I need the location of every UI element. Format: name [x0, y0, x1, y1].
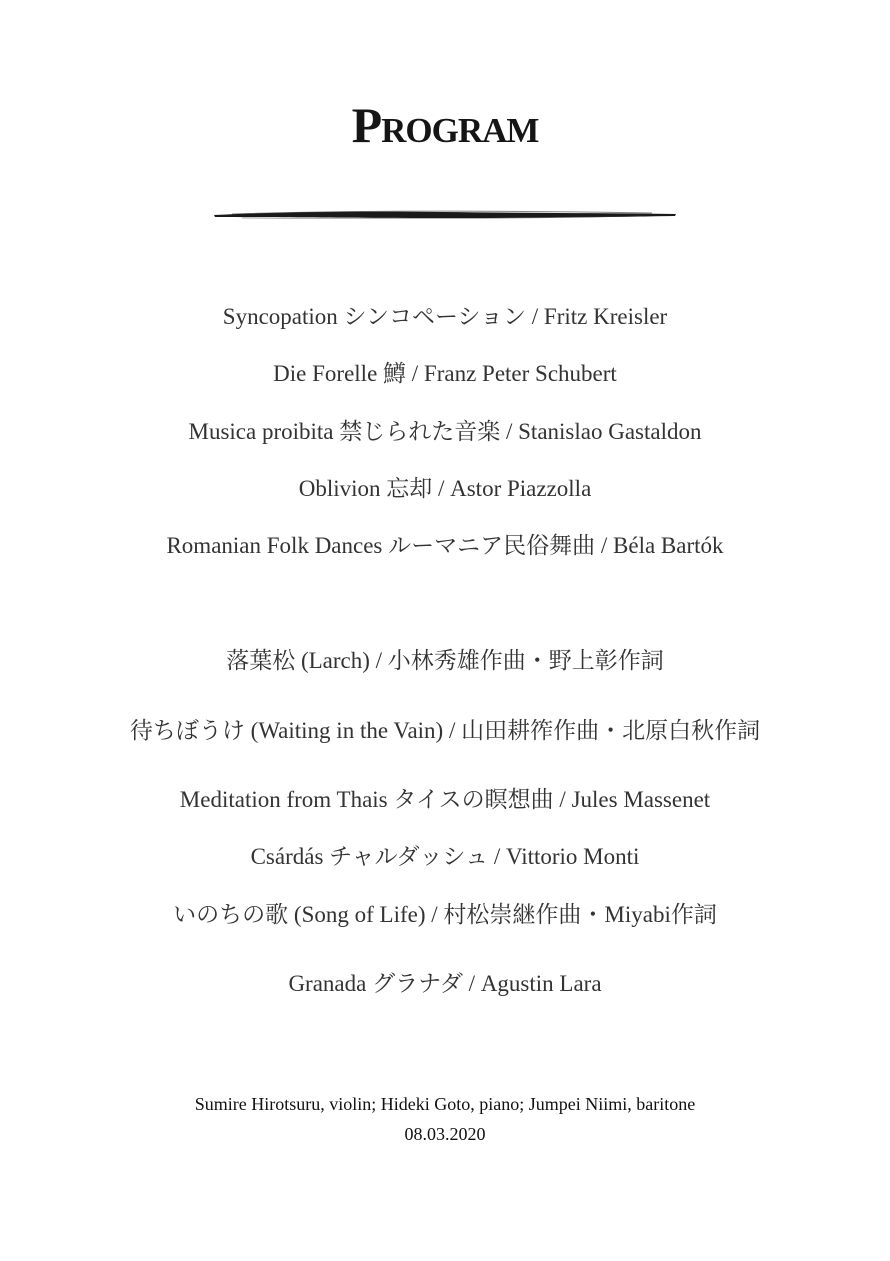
page-title: Program: [351, 97, 539, 153]
brush-stroke-divider: [212, 208, 678, 222]
performers-credit: Sumire Hirotsuru, violin; Hideki Goto, piano; Jumpei Niimi, baritone: [194, 1094, 696, 1114]
program-item: 落葉松 (Larch) / 小林秀雄作曲・野上彰作詞: [226, 648, 664, 673]
program-item: 待ちぼうけ (Waiting in the Vain) / 山田耕筰作曲・北原白秋作詞: [129, 718, 761, 743]
program-item: Oblivion 忘却 / Astor Piazzolla: [298, 476, 592, 501]
program-item: Musica proibita 禁じられた音楽 / Stanislao Gastaldon: [188, 419, 702, 444]
program-item: Csárdás チャルダッシュ / Vittorio Monti: [250, 844, 640, 869]
concert-date: 08.03.2020: [404, 1124, 486, 1144]
program-item: Syncopation シンコペーション / Fritz Kreisler: [222, 304, 668, 329]
program-item: Romanian Folk Dances ルーマニア民俗舞曲 / Béla Bartók: [166, 533, 724, 558]
program-item: Die Forelle 鱒 / Franz Peter Schubert: [273, 361, 617, 386]
program-item: いのちの歌 (Song of Life) / 村松崇継作曲・Miyabi作詞: [173, 902, 717, 927]
program-item: Meditation from Thais タイスの瞑想曲 / Jules Massenet: [179, 787, 711, 812]
program-item: Granada グラナダ / Agustin Lara: [288, 971, 602, 996]
